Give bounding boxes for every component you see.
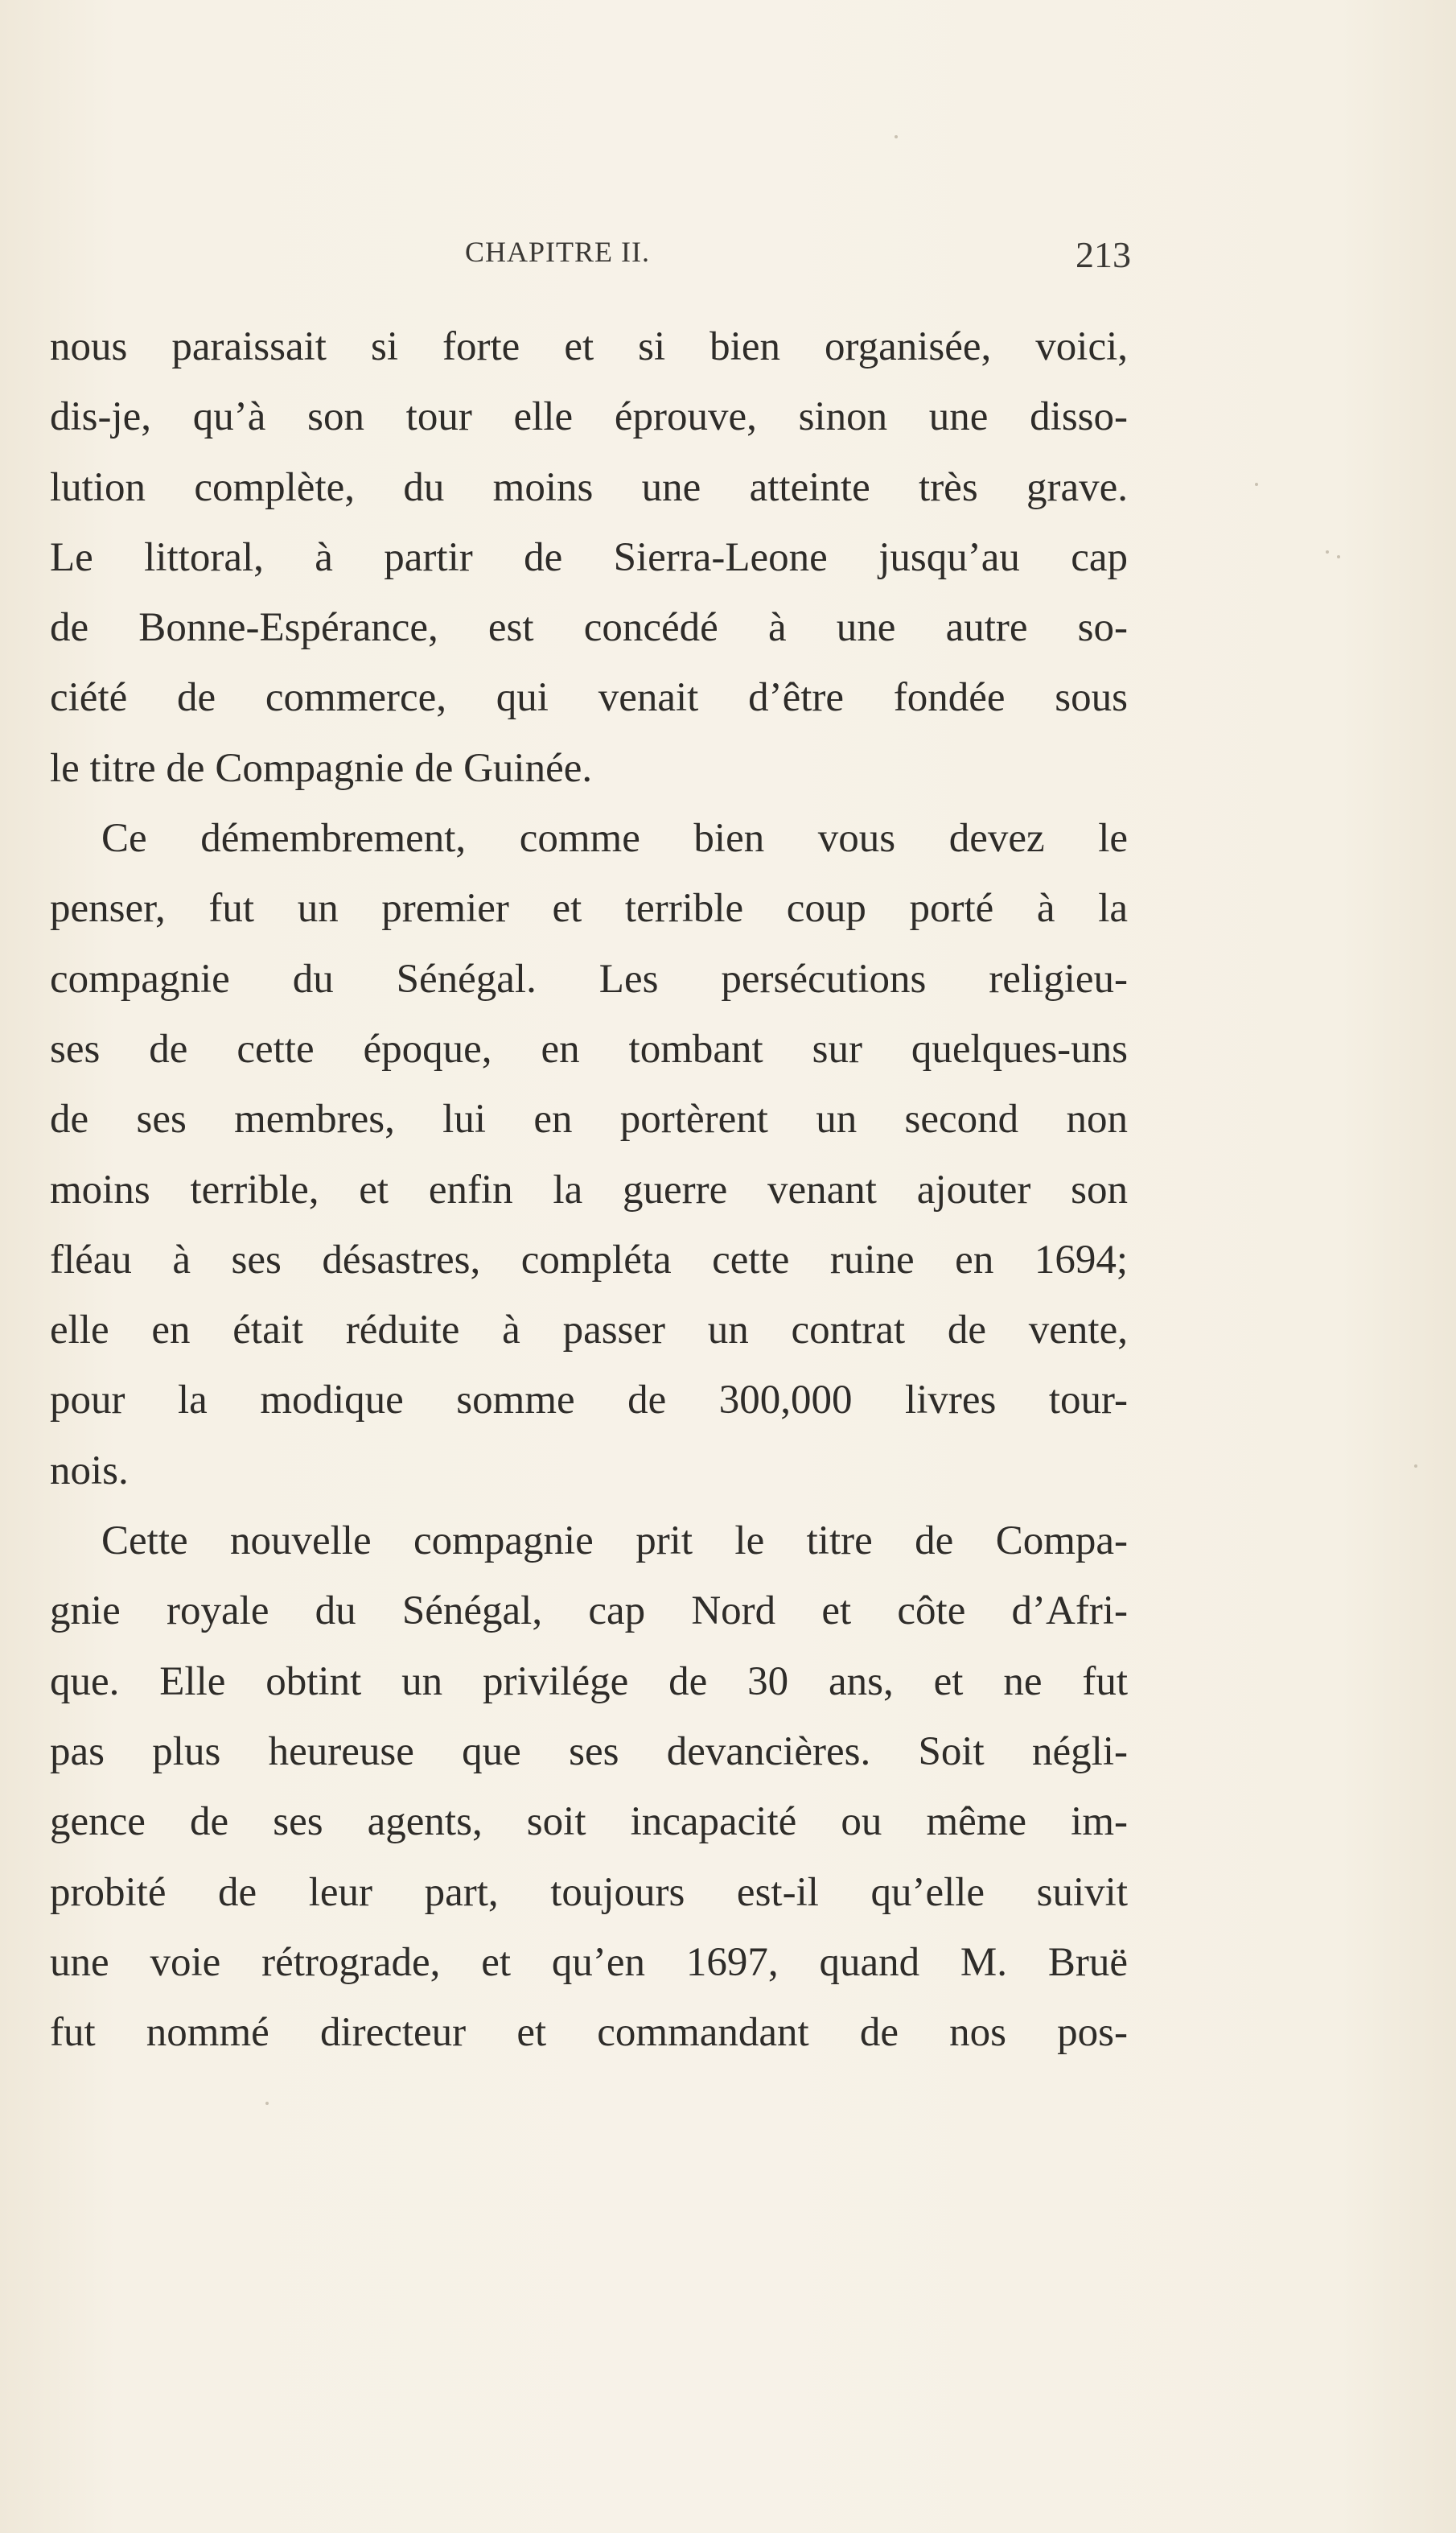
paper-speck (265, 2102, 269, 2105)
text-line: le titre de Compagnie de Guinée. (50, 745, 593, 791)
text-line: pas plus heureuse que ses devancières. Soit négli- (50, 1728, 1128, 1774)
text-line: Ce démembrement, comme bien vous devez le (101, 816, 1128, 862)
page-number: 213 (1076, 234, 1131, 275)
text-line: lution complète, du moins une atteinte très grave. (50, 464, 1128, 510)
text-line: nois. (50, 1448, 129, 1493)
text-line: que. Elle obtint un privilége de 30 ans, et ne fut (50, 1658, 1128, 1704)
text-line: nous paraissait si forte et si bien organisée, voici, (50, 324, 1128, 369)
text-line: Le littoral, à partir de Sierra-Leone jusqu’au cap (50, 534, 1128, 580)
paper-speck (895, 135, 898, 138)
text-line: penser, fut un premier et terrible coup porté à la (50, 886, 1128, 932)
running-head (50, 234, 1131, 275)
text-line: probité de leur part, toujours est-il qu’elle suivit (50, 1869, 1128, 1915)
text-line: ciété de commerce, qui venait d’être fondée sous (50, 675, 1128, 721)
paper-speck (1326, 550, 1329, 554)
text-line: gnie royale du Sénégal, cap Nord et côte d’Afri- (50, 1588, 1128, 1634)
text-line: compagnie du Sénégal. Les persécutions religieu- (50, 956, 1128, 1002)
text-line: elle en était réduite à passer un contrat de vente, (50, 1308, 1128, 1353)
paper-speck (1337, 555, 1340, 558)
paper-speck (1255, 483, 1258, 486)
text-line: fléau à ses désastres, compléta cette ruine en 1694; (50, 1237, 1128, 1283)
text-line: gence de ses agents, soit incapacité ou même im- (50, 1799, 1128, 1845)
text-line: pour la modique somme de 300,000 livres tour- (50, 1378, 1128, 1423)
text-line: fut nommé directeur et commandant de nos pos- (50, 2010, 1128, 2056)
text-line: de Bonne-Espérance, est concédé à une autre so- (50, 605, 1128, 651)
running-title: CHAPITRE II. (465, 236, 650, 268)
text-line: Cette nouvelle compagnie prit le titre de Compa- (101, 1518, 1128, 1564)
text-line: une voie rétrograde, et qu’en 1697, quand M. Bruë (50, 1939, 1128, 1985)
text-line: dis-je, qu’à son tour elle éprouve, sinon une disso- (50, 394, 1128, 440)
text-line: de ses membres, lui en portèrent un second non (50, 1097, 1128, 1143)
text-line: ses de cette époque, en tombant sur quelques-uns (50, 1026, 1128, 1072)
body-text (50, 312, 1128, 2068)
book-page (50, 0, 1131, 2533)
paper-speck (1414, 1464, 1417, 1468)
text-line: moins terrible, et enfin la guerre venant ajouter son (50, 1167, 1128, 1213)
